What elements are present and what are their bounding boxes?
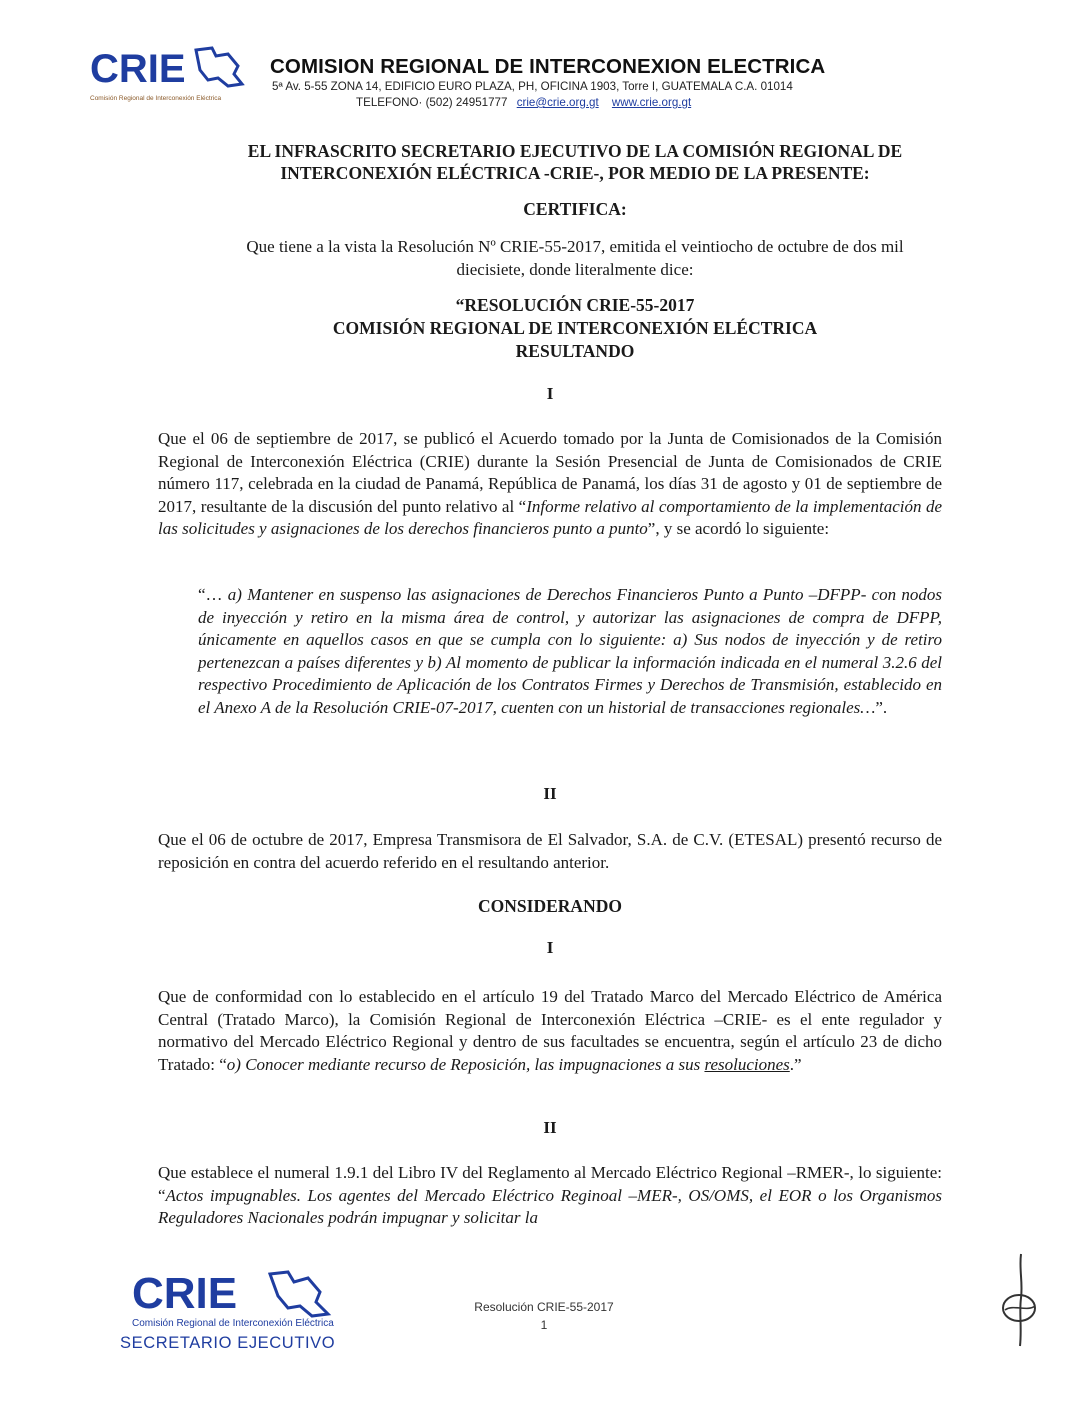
- certifica-text: [150, 236, 1000, 281]
- resolution-title: “RESOLUCIÓN CRIE-55-2017: [455, 295, 695, 315]
- logo-tagline: Comisión Regional de Interconexión Eléctrica: [90, 95, 222, 102]
- resultando-title: RESULTANDO: [515, 341, 635, 361]
- organization-contact: [356, 96, 691, 109]
- considerando-2-text-a: Que establece el numeral 1.9.1 del Libro IV del Reglamento al Mercado Eléctrico Regional –RMER-, lo siguiente: “: [158, 1163, 942, 1205]
- resultando-1-quote: [198, 584, 942, 720]
- considerando-heading: CONSIDERANDO: [478, 896, 622, 916]
- considerando-numeral-2: II: [543, 1118, 557, 1137]
- certifica-text-line-1: Que tiene a la vista la Resolución Nº CRIE-55-2017, emitida el veintiocho de octubre de dos mil: [246, 237, 904, 256]
- considerando-1-text-italic: o) Conocer mediante recurso de Reposición, las impugnaciones a sus: [226, 1054, 705, 1074]
- website-link[interactable]: www.crie.org.gt: [611, 96, 692, 109]
- logo-wordmark: CRIE: [90, 47, 186, 91]
- resultando-numeral-1: I: [546, 384, 554, 403]
- resolution-heading: [150, 294, 1000, 363]
- resultando-1-text-italic: Informe relativo al comportamiento de la implementación de las solicitudes y asignaciones de los derechos financieros punto a punto: [158, 496, 942, 539]
- considerando-1-text-a: Que de conformidad con lo establecido en el artículo 19 del Tratado Marco del Mercado Eléctrico de América Central (Tratado Marco), la Comisión Regional de Interconexión Eléctrica –CRIE- es el ente regulador y normativo del Mercado Eléctrico Regional y dentro de sus facultades se encuentra, según el artículo 23 de dicho Tratado: “: [158, 987, 942, 1074]
- commission-title: COMISIÓN REGIONAL DE INTERCONEXIÓN ELÉCTRICA: [332, 318, 818, 338]
- footer-resolution-reference: Resolución CRIE-55-2017: [474, 1300, 614, 1314]
- email-link[interactable]: crie@crie.org.gt: [516, 96, 599, 109]
- organization-address: 5ª Av. 5-55 ZONA 14, EDIFICIO EURO PLAZA, PH, OFICINA 1903, Torre I, GUATEMALA C.A. 01014: [272, 80, 793, 93]
- page-number: 1: [540, 1318, 548, 1332]
- quote-close: ”.: [875, 697, 888, 717]
- considerando-1-underlined: resoluciones: [704, 1054, 790, 1074]
- considerando-1-paragraph: [158, 986, 942, 1076]
- central-america-map-icon: [196, 48, 242, 86]
- considerando-1-text-b: .”: [789, 1054, 802, 1074]
- footer-logo-tagline: Comisión Regional de Interconexión Eléctrica: [132, 1318, 334, 1329]
- certifica-text-line-2: diecisiete, donde literalmente dice:: [456, 259, 694, 279]
- resultando-2-paragraph: Que el 06 de octubre de 2017, Empresa Transmisora de El Salvador, S.A. de C.V. (ETESAL) presentó recurso de reposición en contra del acuerdo referido en el resultando anterior.: [158, 830, 942, 872]
- resultando-1-text-b: ”, y se acordó lo siguiente:: [647, 519, 830, 539]
- resultando-1-paragraph: [158, 428, 942, 541]
- considerando-2-paragraph: [158, 1162, 942, 1230]
- handwritten-signature: [995, 1250, 1047, 1350]
- considerando-2-text-italic: Actos impugnables. Los agentes del Mercado Eléctrico Reginoal –MER-, OS/OMS, el EOR o los Organismos Reguladores Nacionales podrán impugnar y solicitar la: [158, 1185, 942, 1228]
- intro-heading-line-1: EL INFRASCRITO SECRETARIO EJECUTIVO DE LA COMISIÓN REGIONAL DE: [247, 141, 903, 161]
- footer-logo-caption: SECRETARIO EJECUTIVO: [120, 1334, 336, 1352]
- quote-italic-text: a) Mantener en suspenso las asignaciones de Derechos Financieros Punto a Punto –DFPP- con nodos de inyección y retiro en la misma área de control, y autorizar las asignaciones de compra de DFPP, únicamente en aquellos casos en que se cumpla con lo siguiente: a) Sus nodos de inyección y de retiro pertenezcan a países diferentes y b) Al momento de publicar la información indicada en el numeral 3.2.6 del respectivo Procedimiento de Aplicación de los Contratos Firmes y Derechos de Transmisión, establecido en el Anexo A de la Resolución CRIE-07-2017, cuenten con un historial de transacciones regionales…: [198, 585, 942, 717]
- crie-logo-header: [88, 44, 248, 106]
- footer-logo-wordmark: CRIE: [132, 1269, 238, 1318]
- resultando-1-text-a: Que el 06 de septiembre de 2017, se publicó el Acuerdo tomado por la Junta de Comisionados de la Comisión Regional de Interconexión Eléctrica (CRIE) durante la Sesión Presencial de Junta de Comisionados de CRIE número 117, celebrada en la ciudad de Panamá, República de Panamá, los días 31 de agosto y 01 de septiembre de 2017, resultante de la discusión del punto relativo al “: [158, 429, 942, 516]
- organization-name: COMISION REGIONAL DE INTERCONEXION ELECTRICA: [270, 55, 826, 78]
- phone-number: TELEFONO· (502) 24951777: [356, 96, 508, 109]
- resultando-numeral-2: II: [543, 784, 557, 803]
- quote-open: “…: [198, 585, 228, 604]
- intro-heading-line-2: INTERCONEXIÓN ELÉCTRICA -CRIE-, POR MEDIO DE LA PRESENTE:: [280, 163, 870, 183]
- intro-heading: [150, 140, 1000, 184]
- considerando-numeral-1: I: [546, 938, 554, 957]
- certifica-heading: CERTIFICA:: [523, 199, 627, 219]
